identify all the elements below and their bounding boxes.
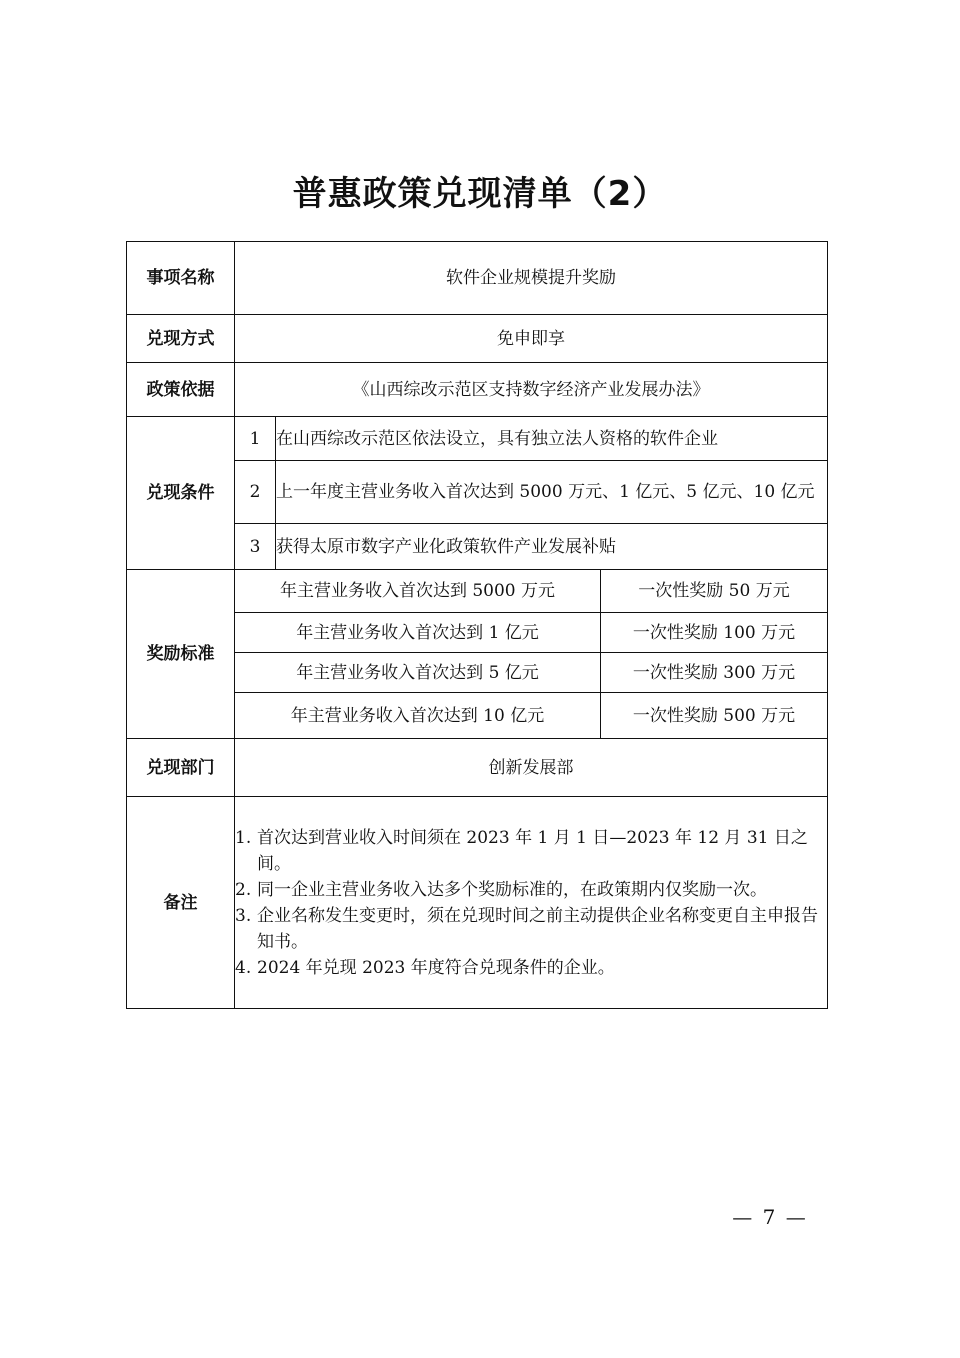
standard-row	[127, 570, 828, 613]
standard-condition: 年主营业务收入首次达到 5 亿元	[235, 653, 601, 693]
note-item	[235, 877, 827, 903]
basis-value: 《山西综改示范区支持数字经济产业发展办法》	[235, 363, 828, 417]
condition-text: 获得太原市数字产业化政策软件产业发展补贴	[276, 524, 828, 570]
row-department	[127, 739, 828, 797]
standard-condition: 年主营业务收入首次达到 5000 万元	[235, 570, 601, 613]
item-name-value: 软件企业规模提升奖励	[235, 242, 828, 315]
standard-reward: 一次性奖励 300 万元	[601, 653, 828, 693]
condition-row	[127, 417, 828, 461]
standard-reward: 一次性奖励 50 万元	[601, 570, 828, 613]
method-label: 兑现方式	[127, 315, 235, 363]
row-basis	[127, 363, 828, 417]
note-text: 首次达到营业收入时间须在 2023 年 1 月 1 日—2023 年 12 月 31 日之间。	[257, 827, 808, 874]
standard-condition: 年主营业务收入首次达到 1 亿元	[235, 613, 601, 653]
note-text: 同一企业主营业务收入达多个奖励标准的，在政策期内仅奖励一次。	[257, 879, 767, 900]
note-number: 1.	[235, 827, 252, 848]
standards-label: 奖励标准	[127, 570, 235, 739]
standard-reward: 一次性奖励 500 万元	[601, 693, 828, 739]
department-label: 兑现部门	[127, 739, 235, 797]
row-item-name	[127, 242, 828, 315]
condition-number: 3	[235, 524, 276, 570]
note-item	[235, 825, 827, 877]
policy-table	[126, 241, 828, 1009]
note-text: 2024 年兑现 2023 年度符合兑现条件的企业。	[257, 957, 615, 978]
standard-reward: 一次性奖励 100 万元	[601, 613, 828, 653]
item-name-label: 事项名称	[127, 242, 235, 315]
note-number: 2.	[235, 879, 252, 900]
page-number: — 7 —	[732, 1205, 808, 1229]
row-method	[127, 315, 828, 363]
condition-text: 在山西综改示范区依法设立，具有独立法人资格的软件企业	[276, 417, 828, 461]
condition-number: 2	[235, 461, 276, 524]
page-title: 普惠政策兑现清单（2）	[292, 174, 668, 214]
row-notes	[127, 797, 828, 1009]
note-number: 4.	[235, 957, 252, 978]
notes-label: 备注	[127, 797, 235, 1009]
basis-label: 政策依据	[127, 363, 235, 417]
standard-condition: 年主营业务收入首次达到 10 亿元	[235, 693, 601, 739]
method-value: 免申即享	[235, 315, 828, 363]
note-number: 3.	[235, 905, 252, 926]
condition-number: 1	[235, 417, 276, 461]
note-item	[235, 955, 827, 981]
department-value: 创新发展部	[235, 739, 828, 797]
condition-text: 上一年度主营业务收入首次达到 5000 万元、1 亿元、5 亿元、10 亿元	[276, 461, 828, 524]
note-item	[235, 903, 827, 955]
notes-content	[235, 797, 828, 1009]
conditions-label: 兑现条件	[127, 417, 235, 570]
note-text: 企业名称发生变更时，须在兑现时间之前主动提供企业名称变更自主申报告知书。	[257, 905, 818, 952]
